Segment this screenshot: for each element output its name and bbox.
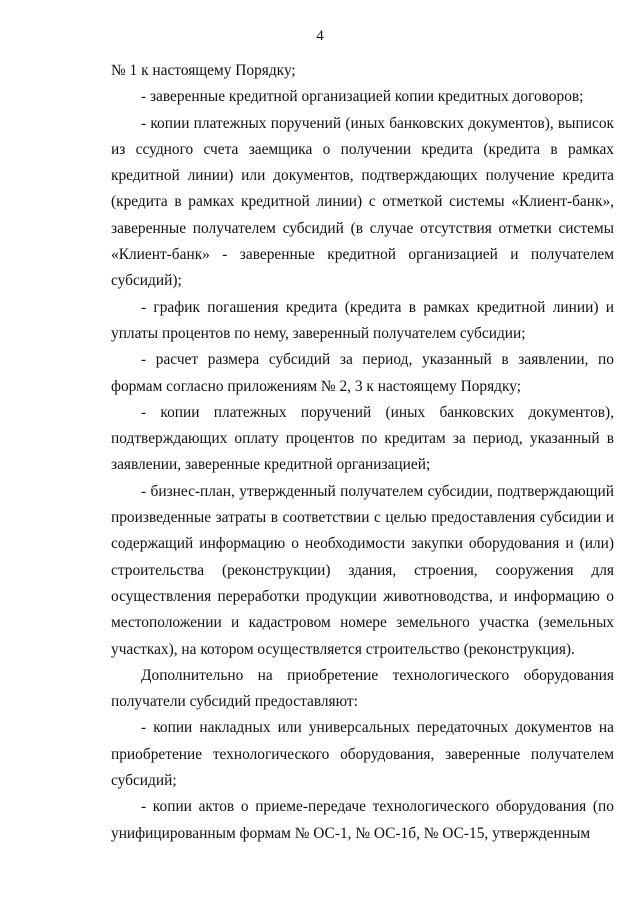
- paragraph-invoices: - копии накладных или универсальных передаточных документов на приобретение технологического оборудования, заверенные получателем субсидий;: [111, 719, 614, 790]
- paragraph-acceptance-acts: - копии актов о приеме-передаче технологического оборудования (по унифицированным формам № ОС-1, № ОС-1б, № ОС-15, утвержденным: [111, 798, 614, 842]
- paragraph-interest-payments: - копии платежных поручений (иных банковских документов), подтверждающих оплату процентов по кредитам за период, указанный в заявлении, заверенные кредитной организацией;: [111, 403, 614, 474]
- paragraph-credit-contracts: - заверенные кредитной организацией копии кредитных договоров;: [141, 88, 584, 106]
- page-number: 4: [316, 28, 324, 44]
- paragraph-payment-orders: - копии платежных поручений (иных банковских документов), выписок из ссудного счета заемщика о получении кредита (кредита в рамках кредитной линии) или документов, подтверждающих получение кредита (кредита в рамках кредитной линии) с отметкой системы «Клиент-банк», заверенные получателем субсидий (в случае отсутствия отметки системы «Клиент-банк» - заверенные кредитной организацией и получателем субсидий);: [111, 114, 614, 290]
- paragraph-continuation: № 1 к настоящему Порядку;: [111, 62, 296, 79]
- paragraph-subsidy-calculation: - расчет размера субсидий за период, указанный в заявлении, по формам согласно приложениям № 2, 3 к настоящему Порядку;: [111, 351, 614, 395]
- paragraph-business-plan: - бизнес-план, утвержденный получателем субсидии, подтверждающий произведенные затраты в соответствии с целью предоставления субсидии и содержащий информацию о необходимости закупки оборудования и (или) строительства (реконструкции) здания, строения, сооружения для осуществления переработки продукции животноводства, и информацию о местоположении и кадастровом номере земельного участка (земельных участках), на котором осуществляется строительство (реконструкция).: [111, 482, 614, 658]
- paragraph-repayment-schedule: - график погашения кредита (кредита в рамках кредитной линии) и уплаты процентов по нему, заверенный получателем субсидии;: [111, 298, 614, 342]
- document-body: [111, 58, 614, 847]
- paragraph-additional-equipment: Дополнительно на приобретение технологического оборудования получатели субсидий предоставляют:: [111, 666, 614, 711]
